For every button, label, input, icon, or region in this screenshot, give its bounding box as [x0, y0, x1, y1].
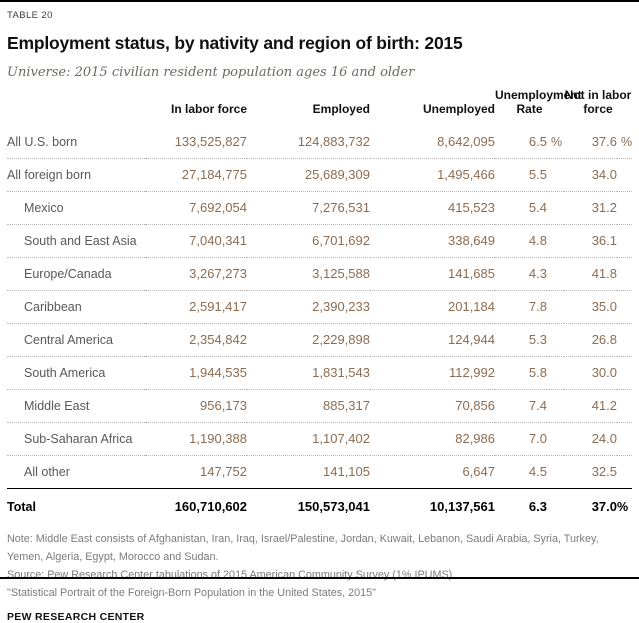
- percent-sign: [547, 456, 564, 489]
- citation-text: "Statistical Portrait of the Foreign-Born Population in the United States, 2015": [7, 587, 376, 599]
- percent-sign: [547, 324, 564, 357]
- note-text: Note: Middle East consists of Afghanistan, Iran, Iraq, Israel/Palestine, Jordan, Kuwait, Lebanon, Saudi Arabia, Syria, Turkey, Yemen, Algeria, Egypt, Morocco and Sudan.: [7, 533, 599, 563]
- cell-employed: 7,276,531: [247, 192, 370, 225]
- source-text: Source: Pew Research Center tabulations of 2015 American Community Survey (1% IPUMS).: [7, 569, 456, 581]
- cell-not-in-labor-force: 41.8: [564, 258, 617, 291]
- cell-in-labor-force: 133,525,827: [145, 124, 247, 159]
- cell-unemployment-rate: 7.8: [495, 291, 547, 324]
- cell-not-in-labor-force: 37.6: [564, 124, 617, 159]
- cell-in-labor-force: 147,752: [200, 464, 247, 479]
- cell-employed: 25,689,309: [247, 159, 370, 192]
- cell-in-labor-force: 3,267,273: [145, 258, 247, 291]
- percent-sign: [547, 258, 564, 291]
- percent-sign: [617, 324, 632, 357]
- row-label: Middle East: [7, 390, 145, 423]
- table-row: [7, 390, 632, 423]
- cell-employed: 2,390,233: [247, 291, 370, 324]
- row-label: All other: [24, 464, 70, 479]
- cell-not-in-labor-force: 36.1: [564, 225, 617, 258]
- table-row: [7, 159, 632, 192]
- table-row: [7, 192, 632, 225]
- cell-in-labor-force: 7,692,054: [145, 192, 247, 225]
- percent-sign: [617, 291, 632, 324]
- percent-sign: [617, 390, 632, 423]
- percent-sign: [547, 159, 564, 192]
- cell-unemployment-rate: 4.3: [495, 258, 547, 291]
- cell-unemployment-rate: 7.4: [495, 390, 547, 423]
- cell-unemployed: 415,523: [370, 192, 495, 225]
- row-label: Mexico: [7, 192, 145, 225]
- row-label: South and East Asia: [7, 225, 145, 258]
- cell-unemployed: 8,642,095: [370, 124, 495, 159]
- cell-unemployment-rate: 5.3: [495, 324, 547, 357]
- cell-unemployment-rate: 5.4: [495, 192, 547, 225]
- table-row: [7, 357, 632, 390]
- cell-in-labor-force: 956,173: [145, 390, 247, 423]
- percent-sign: [617, 225, 632, 258]
- bottom-rule: [0, 577, 639, 579]
- cell-unemployment-rate: 5.8: [495, 357, 547, 390]
- percent-sign: [547, 192, 564, 225]
- percent-sign: [617, 258, 632, 291]
- row-label: South America: [7, 357, 145, 390]
- table-row-total: [7, 489, 632, 524]
- cell-in-labor-force: 1,190,388: [145, 423, 247, 456]
- percent-sign: [617, 357, 632, 390]
- table-row: [7, 456, 632, 489]
- cell-not-in-labor-force: 26.8: [564, 324, 617, 357]
- cell-not-in-labor-force: 34.0: [564, 159, 617, 192]
- col-header-unemployed: Unemployed: [422, 102, 495, 116]
- table-row: [7, 291, 632, 324]
- table-row: [7, 225, 632, 258]
- cell-not-in-labor-force: 32.5: [591, 464, 617, 479]
- row-label: Total: [7, 489, 145, 524]
- cell-not-in-labor-force: 31.2: [564, 192, 617, 225]
- cell-employed: 124,883,732: [247, 124, 370, 159]
- percent-sign: [547, 357, 564, 390]
- cell-unemployment-rate: 5.5: [495, 159, 547, 192]
- percent-sign: [547, 423, 564, 456]
- cell-employed: 6,701,692: [247, 225, 370, 258]
- cell-employed: 150,573,041: [247, 489, 370, 524]
- row-label: All foreign born: [7, 159, 145, 192]
- universe-note: Universe: 2015 civilian resident population ages 16 and older: [7, 65, 415, 80]
- percent-sign: [547, 390, 564, 423]
- percent-sign: %: [617, 124, 632, 159]
- table-row: [7, 423, 632, 456]
- cell-unemployed: 338,649: [370, 225, 495, 258]
- cell-not-in-labor-force: 35.0: [564, 291, 617, 324]
- percent-sign: [617, 423, 632, 456]
- row-label: Central America: [7, 324, 145, 357]
- col-header-employed: Employed: [312, 102, 370, 116]
- cell-not-in-labor-force: 37.0: [564, 489, 617, 524]
- percent-sign: [547, 489, 564, 524]
- cell-employed: 885,317: [247, 390, 370, 423]
- employment-status-table: [7, 82, 632, 523]
- cell-unemployed: 6,647: [462, 464, 495, 479]
- table-number-label: TABLE 20: [7, 10, 53, 21]
- cell-employed: 2,229,898: [247, 324, 370, 357]
- col-header-in-labor-force: In labor force: [170, 102, 247, 116]
- cell-employed: 1,831,543: [247, 357, 370, 390]
- page-title: Employment status, by nativity and region of birth: 2015: [7, 33, 463, 53]
- cell-unemployed: 112,992: [370, 357, 495, 390]
- percent-sign: %: [617, 489, 632, 524]
- percent-sign: [617, 159, 632, 192]
- row-label: Europe/Canada: [7, 258, 145, 291]
- cell-unemployment-rate: 6.3: [495, 489, 547, 524]
- cell-unemployment-rate: 6.5: [495, 124, 547, 159]
- cell-unemployment-rate: 4.8: [495, 225, 547, 258]
- cell-unemployed: 141,685: [370, 258, 495, 291]
- table-row: [7, 124, 632, 159]
- row-label: All U.S. born: [7, 124, 145, 159]
- percent-sign: %: [547, 124, 564, 159]
- table-row: [7, 324, 632, 357]
- row-label: Caribbean: [7, 291, 145, 324]
- cell-in-labor-force: 160,710,602: [145, 489, 247, 524]
- table-header-row: [7, 82, 632, 124]
- cell-unemployment-rate: 4.5: [528, 464, 547, 479]
- cell-unemployed: 1,495,466: [370, 159, 495, 192]
- col-header-unemployment-rate: Unemployment Rate: [495, 88, 582, 116]
- cell-in-labor-force: 1,944,535: [145, 357, 247, 390]
- cell-in-labor-force: 2,591,417: [145, 291, 247, 324]
- cell-unemployed: 201,184: [370, 291, 495, 324]
- cell-not-in-labor-force: 30.0: [564, 357, 617, 390]
- table-row: [7, 258, 632, 291]
- cell-in-labor-force: 2,354,842: [145, 324, 247, 357]
- cell-in-labor-force: 27,184,775: [145, 159, 247, 192]
- footnotes: [7, 530, 619, 602]
- cell-unemployed: 70,856: [370, 390, 495, 423]
- cell-unemployed: 82,986: [370, 423, 495, 456]
- cell-unemployed: 124,944: [370, 324, 495, 357]
- cell-employed: 3,125,588: [247, 258, 370, 291]
- cell-not-in-labor-force: 24.0: [564, 423, 617, 456]
- cell-not-in-labor-force: 41.2: [564, 390, 617, 423]
- cell-in-labor-force: 7,040,341: [145, 225, 247, 258]
- percent-sign: [547, 225, 564, 258]
- cell-employed: 1,107,402: [247, 423, 370, 456]
- percent-sign: [547, 291, 564, 324]
- percent-sign: [617, 456, 632, 489]
- percent-sign: [617, 192, 632, 225]
- cell-employed: 141,105: [323, 464, 370, 479]
- col-header-not-in-labor-force: Not in labor force: [564, 88, 632, 116]
- col-header-blank: [7, 82, 145, 124]
- pew-research-center-wordmark: PEW RESEARCH CENTER: [7, 611, 145, 623]
- cell-unemployed: 10,137,561: [370, 489, 495, 524]
- cell-unemployment-rate: 7.0: [495, 423, 547, 456]
- row-label: Sub-Saharan Africa: [7, 423, 145, 456]
